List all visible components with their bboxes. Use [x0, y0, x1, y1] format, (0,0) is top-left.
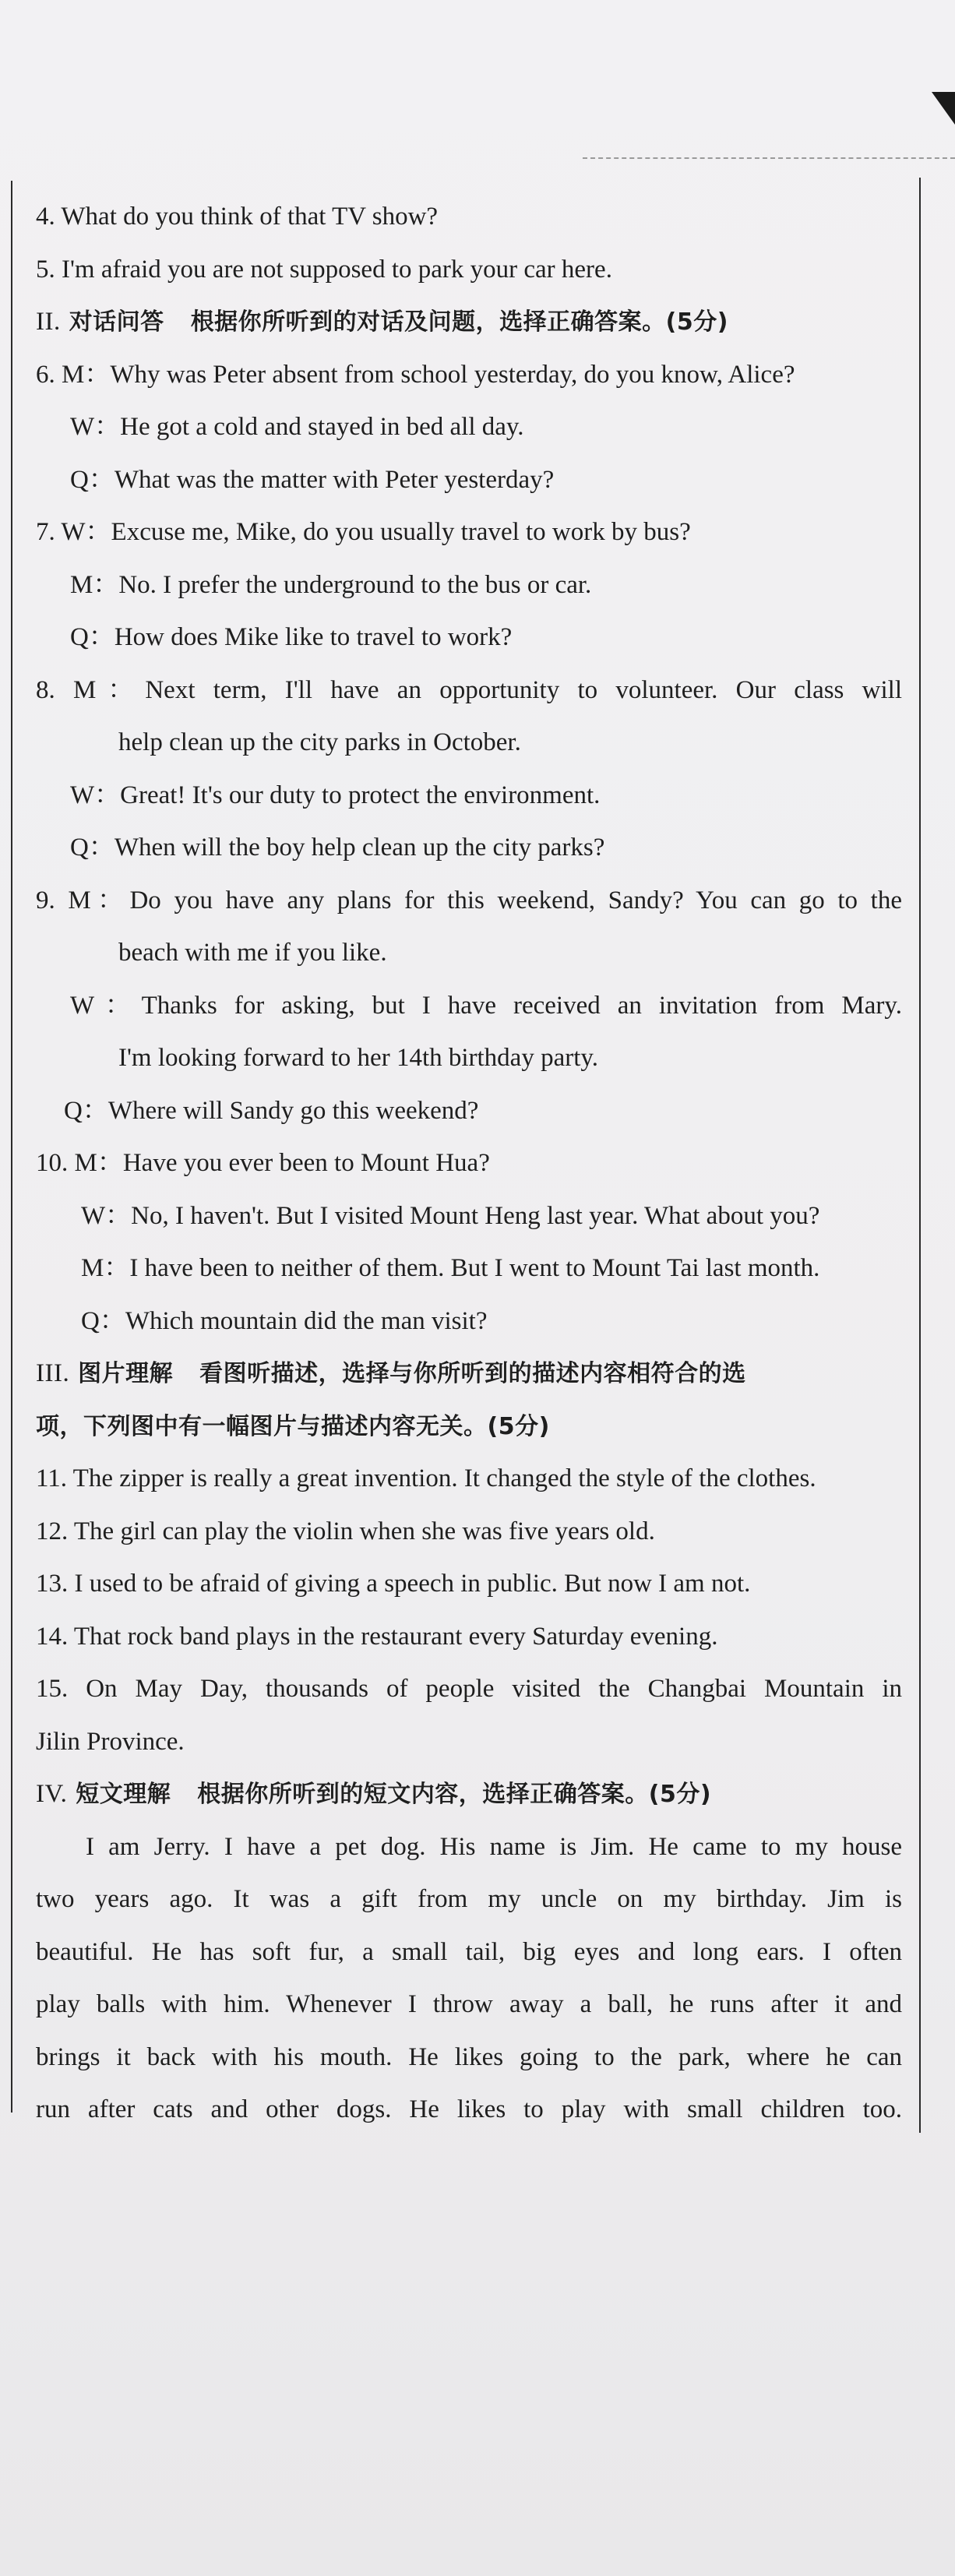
section-title: 短文理解 — [76, 1781, 171, 1808]
script-line: M：No. I prefer the underground to the bus or car. — [70, 570, 592, 599]
script-line: 9. M：Do you have any plans for this weekend, Sandy? You can go to the — [36, 886, 902, 914]
script-line: Q：Which mountain did the man visit? — [81, 1306, 488, 1335]
script-line: W：Thanks for asking, but I have received an invitation from Mary. — [70, 991, 902, 1020]
section-heading-4 — [36, 1768, 902, 1821]
script-line: 10. M：Have you ever been to Mount Hua? — [36, 1149, 490, 1177]
script-line: 14. That rock band plays in the restaurant every Saturday evening. — [36, 1622, 718, 1651]
right-border-line — [919, 178, 921, 2133]
section-instruction: 根据你所听到的短文内容，选择正确答案。(5分) — [197, 1781, 712, 1808]
section-title: 对话问答 — [69, 308, 164, 336]
script-line: 8. M：Next term, I'll have an opportunity to volunteer. Our class will — [36, 675, 902, 704]
passage-line: run after cats and other dogs. He likes to play with small children too. — [36, 2095, 902, 2123]
script-line: 6. M：Why was Peter absent from school yesterday, do you know, Alice? — [36, 360, 795, 389]
script-line: beach with me if you like. — [118, 939, 387, 967]
listening-script — [36, 191, 902, 2137]
section-heading-3 — [36, 1348, 902, 1401]
section-instruction-continued: 项，下列图中有一幅图片与描述内容无关。(5分) — [36, 1412, 550, 1440]
script-line: Q：When will the boy help clean up the city parks? — [70, 833, 605, 862]
script-line: Q：What was the matter with Peter yesterday? — [70, 465, 555, 494]
section-title: 图片理解 — [78, 1360, 174, 1387]
passage-line: two years ago. It was a gift from my uncle on my birthday. Jim is — [36, 1885, 902, 1913]
script-line: Q：Where will Sandy go this weekend? — [64, 1096, 479, 1125]
section-number: II. — [36, 308, 61, 336]
section-heading-2 — [36, 296, 902, 349]
section-instruction: 根据你所听到的对话及问题，选择正确答案。(5分) — [190, 308, 728, 336]
section-number: III. — [36, 1359, 70, 1387]
script-line: M：I have been to neither of them. But I went to Mount Tai last month. — [81, 1254, 820, 1282]
corner-mark — [932, 92, 955, 125]
section-instruction: 看图听描述，选择与你所听到的描述内容相符合的选 — [199, 1360, 746, 1387]
script-line: W：He got a cold and stayed in bed all day. — [70, 413, 524, 441]
script-line: 15. On May Day, thousands of people visited the Changbai Mountain in — [36, 1675, 902, 1703]
left-border-line — [11, 181, 12, 2113]
script-line: help clean up the city parks in October. — [118, 728, 521, 756]
passage-line: play balls with him. Whenever I throw away a ball, he runs after it and — [36, 1990, 902, 2018]
script-line: Q：How does Mike like to travel to work? — [70, 623, 513, 651]
script-line: W：No, I haven't. But I visited Mount Heng last year. What about you? — [81, 1201, 820, 1230]
passage-line: I am Jerry. I have a pet dog. His name is Jim. He came to my house — [86, 1832, 902, 1861]
top-rule — [583, 157, 955, 159]
script-line: 12. The girl can play the violin when she was five years old. — [36, 1517, 655, 1545]
passage-line: brings it back with his mouth. He likes going to the park, where he can — [36, 2042, 902, 2071]
script-line: 13. I used to be afraid of giving a speech in public. But now I am not. — [36, 1570, 751, 1598]
passage-line: beautiful. He has soft fur, a small tail, big eyes and long ears. I often — [36, 1937, 902, 1966]
script-line: 11. The zipper is really a great invention. It changed the style of the clothes. — [36, 1464, 816, 1492]
script-line: 5. I'm afraid you are not supposed to park your car here. — [36, 255, 612, 284]
script-line: W：Great! It's our duty to protect the environment. — [70, 781, 601, 809]
section-number: IV. — [36, 1780, 68, 1808]
script-line: Jilin Province. — [36, 1727, 185, 1756]
script-line: I'm looking forward to her 14th birthday party. — [118, 1044, 598, 1072]
script-line: 7. W：Excuse me, Mike, do you usually travel to work by bus? — [36, 518, 691, 546]
script-line: 4. What do you think of that TV show? — [36, 203, 439, 231]
